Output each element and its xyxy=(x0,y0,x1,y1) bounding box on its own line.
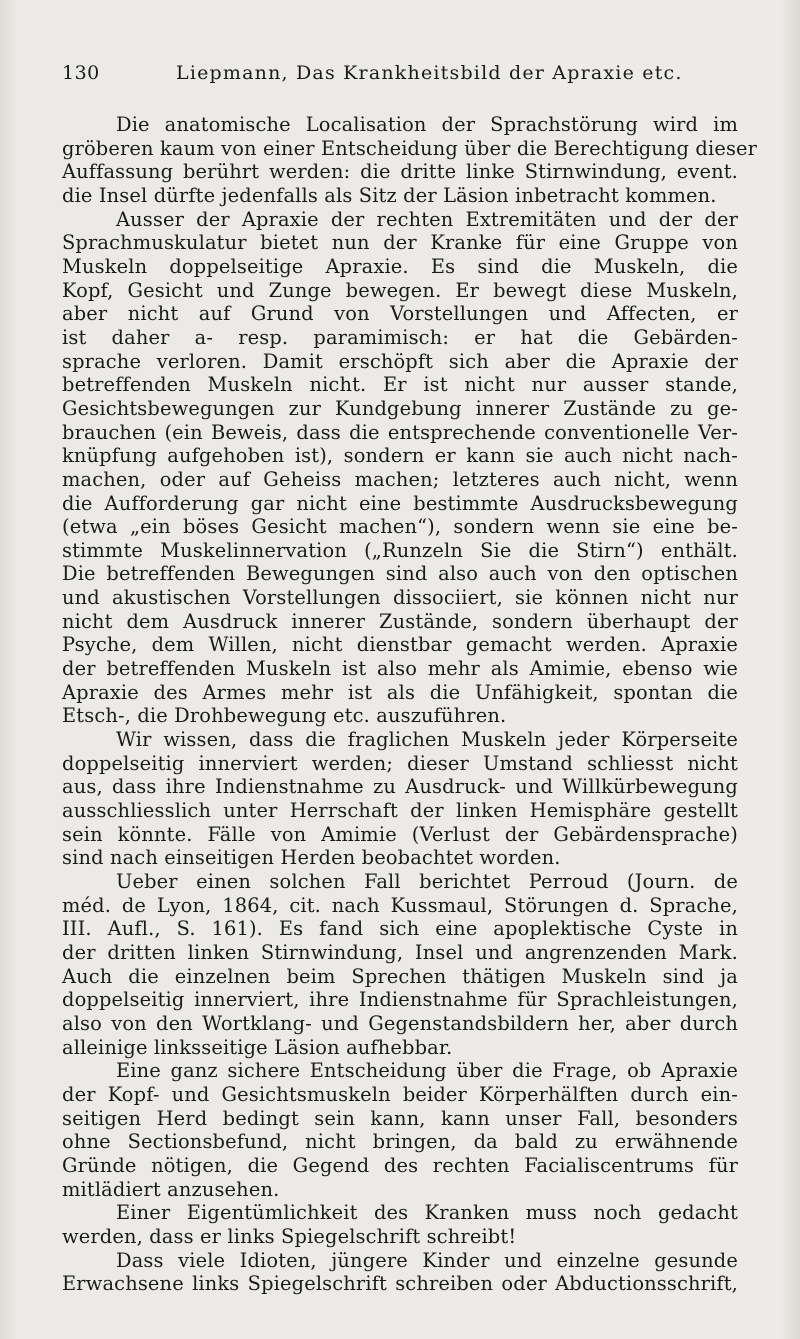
body-text xyxy=(62,113,758,1296)
text-line: also von den Wortklang- und Gegenstandsbildern her, aber durch xyxy=(62,1011,738,1035)
text-line: Ausser der Apraxie der rechten Extremitäten und der der xyxy=(116,207,738,231)
text-line: Psyche, dem Willen, nicht dienstbar gemacht werden. Apraxie xyxy=(62,633,738,657)
text-line: gröberen kaum von einer Entscheidung über die Berechtigung dieser xyxy=(62,136,758,160)
text-line: sind nach einseitigen Herden beobachtet worden. xyxy=(62,846,561,870)
text-line: (etwa „ein böses Gesicht machen“), sondern wenn sie eine be- xyxy=(62,515,738,539)
text-line: die Aufforderung gar nicht eine bestimmte Ausdrucksbewegung xyxy=(62,491,738,515)
text-line: Die anatomische Localisation der Sprachstörung wird im xyxy=(116,113,738,136)
text-line: Etsch-, die Drohbewegung etc. auszuführen. xyxy=(62,704,507,728)
running-title: Liepmann, Das Krankheitsbild der Apraxie etc. xyxy=(176,62,683,84)
page-header xyxy=(62,62,738,88)
text-line: knüpfung aufgehoben ist), sondern er kann sie auch nicht nach- xyxy=(62,444,738,468)
text-line: doppelseitig innerviert werden; dieser Umstand schliesst nicht xyxy=(62,751,738,775)
text-line: Auffassung berührt werden: die dritte linke Stirnwindung, event. xyxy=(62,160,738,184)
text-line: ohne Sectionsbefund, nicht bringen, da bald zu erwähnende xyxy=(62,1130,738,1154)
text-line: Ueber einen solchen Fall berichtet Perroud (Journ. de xyxy=(116,870,738,893)
text-line: der dritten linken Stirnwindung, Insel und angrenzenden Mark. xyxy=(62,940,738,964)
text-line: sein könnte. Fälle von Amimie (Verlust der Gebärdensprache) xyxy=(62,822,738,846)
text-line: nicht dem Ausdruck innerer Zustände, sondern überhaupt der xyxy=(62,609,738,633)
text-line: Eine ganz sichere Entscheidung über die Frage, ob Apraxie xyxy=(116,1059,738,1083)
text-line: méd. de Lyon, 1864, cit. nach Kussmaul, Störungen d. Sprache, xyxy=(62,893,738,917)
text-line: alleinige linksseitige Läsion aufhebbar. xyxy=(62,1035,453,1059)
text-line: Gesichtsbewegungen zur Kundgebung innerer Zustände zu ge- xyxy=(62,396,738,420)
text-line: ausschliesslich unter Herrschaft der linken Hemisphäre gestellt xyxy=(62,799,738,823)
text-line: Gründe nötigen, die Gegend des rechten Facialiscentrums für xyxy=(62,1153,738,1177)
text-line: der betreffenden Muskeln ist also mehr als Amimie, ebenso wie xyxy=(62,657,738,681)
text-line: Auch die einzelnen beim Sprechen thätigen Muskeln sind ja xyxy=(62,964,738,988)
text-line: der Kopf- und Gesichtsmuskeln beider Körperhälften durch ein- xyxy=(62,1082,738,1106)
text-line: Sprachmuskulatur bietet nun der Kranke für eine Gruppe von xyxy=(62,231,738,255)
text-line: Muskeln doppelseitige Apraxie. Es sind die Muskeln, die xyxy=(62,254,738,278)
text-line: seitigen Herd bedingt sein kann, kann unser Fall, besonders xyxy=(62,1106,738,1130)
text-line: werden, dass er links Spiegelschrift schreibt! xyxy=(62,1224,517,1248)
text-line: ist daher a- resp. paramimisch: er hat die Gebärden- xyxy=(62,325,738,349)
text-line: machen, oder auf Geheiss machen; letzteres auch nicht, wenn xyxy=(62,467,738,491)
text-line: Erwachsene links Spiegelschrift schreiben oder Abductionsschrift, xyxy=(62,1272,738,1296)
text-line: Kopf, Gesicht und Zunge bewegen. Er bewegt diese Muskeln, xyxy=(62,278,738,302)
text-line: mitlädiert anzusehen. xyxy=(62,1177,280,1201)
text-line: die Insel dürfte jedenfalls als Sitz der Läsion inbetracht kommen. xyxy=(62,183,717,207)
text-line: brauchen (ein Beweis, dass die entsprechende conventionelle Ver- xyxy=(62,420,738,444)
text-line: Einer Eigentümlichkeit des Kranken muss noch gedacht xyxy=(116,1201,738,1225)
text-line: Wir wissen, dass die fraglichen Muskeln jeder Körperseite xyxy=(116,728,738,752)
text-line: Die betreffenden Bewegungen sind also auch von den optischen xyxy=(62,562,738,586)
text-line: aus, dass ihre Indienstnahme zu Ausdruck- und Willkürbewegung xyxy=(62,775,738,799)
text-line: doppelseitig innerviert, ihre Indienstnahme für Sprachleistungen, xyxy=(62,988,738,1012)
text-line: betreffenden Muskeln nicht. Er ist nicht nur ausser stande, xyxy=(62,373,738,397)
page-number: 130 xyxy=(62,62,100,84)
text-line: und akustischen Vorstellungen dissociiert, sie können nicht nur xyxy=(62,586,738,610)
text-line: aber nicht auf Grund von Vorstellungen und Affecten, er xyxy=(62,302,738,326)
text-line: Apraxie des Armes mehr ist als die Unfähigkeit, spontan die xyxy=(62,680,738,704)
text-line: sprache verloren. Damit erschöpft sich aber die Apraxie der xyxy=(62,349,738,373)
text-line: stimmte Muskelinnervation („Runzeln Sie die Stirn“) enthält. xyxy=(62,538,738,562)
text-line: Dass viele Idioten, jüngere Kinder und einzelne gesunde xyxy=(116,1248,738,1272)
text-line: III. Aufl., S. 161). Es fand sich eine apoplektische Cyste in xyxy=(62,917,738,941)
